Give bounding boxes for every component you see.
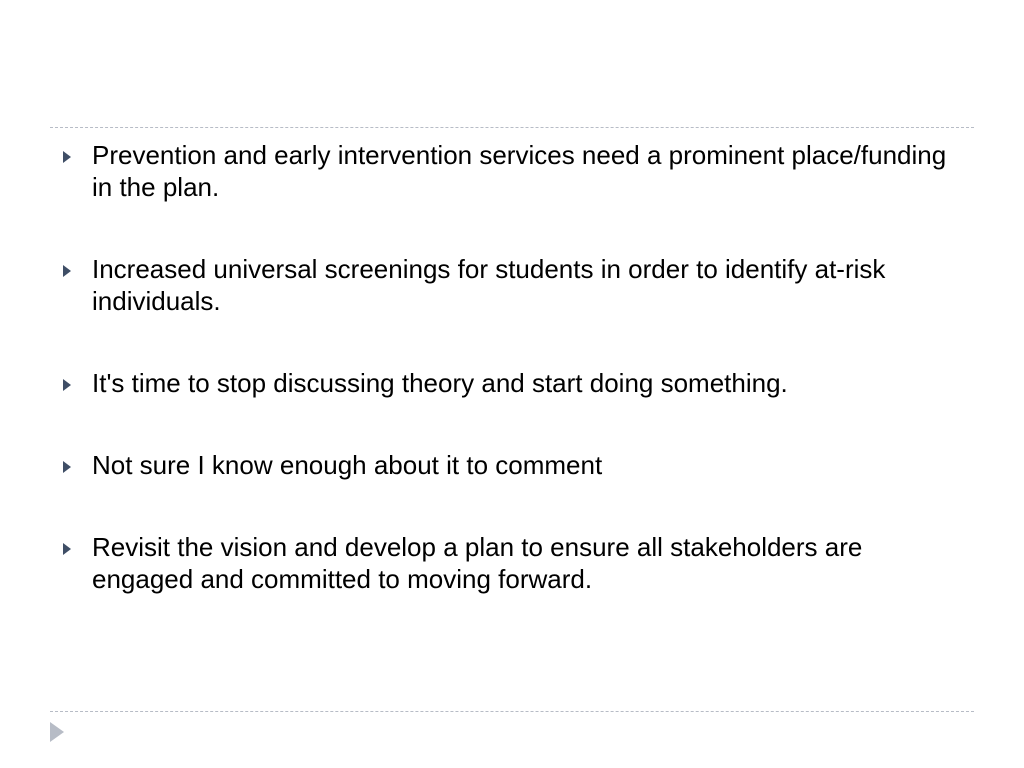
bullet-text: Revisit the vision and develop a plan to ensure all stakeholders are engaged and committed to moving forward. — [92, 532, 863, 594]
bottom-divider — [50, 711, 974, 712]
bullet-item — [56, 531, 966, 595]
triangle-right-icon — [56, 449, 92, 481]
next-slide-arrow-icon[interactable] — [50, 722, 66, 742]
bullet-item — [56, 449, 966, 481]
triangle-right-icon — [56, 253, 92, 285]
triangle-right-icon — [56, 531, 92, 563]
bullet-text: Prevention and early intervention services need a prominent place/funding in the plan. — [92, 140, 947, 202]
bullet-item — [56, 367, 966, 399]
bullet-text: Not sure I know enough about it to comment — [92, 450, 603, 480]
top-divider — [50, 127, 974, 128]
bullet-text: It's time to stop discussing theory and start doing something. — [92, 368, 788, 398]
bullet-item — [56, 139, 966, 203]
bullet-list — [56, 139, 966, 645]
triangle-right-icon — [56, 139, 92, 171]
bullet-text: Increased universal screenings for students in order to identify at-risk individuals. — [92, 254, 886, 316]
triangle-right-icon — [56, 367, 92, 399]
bullet-item — [56, 253, 966, 317]
